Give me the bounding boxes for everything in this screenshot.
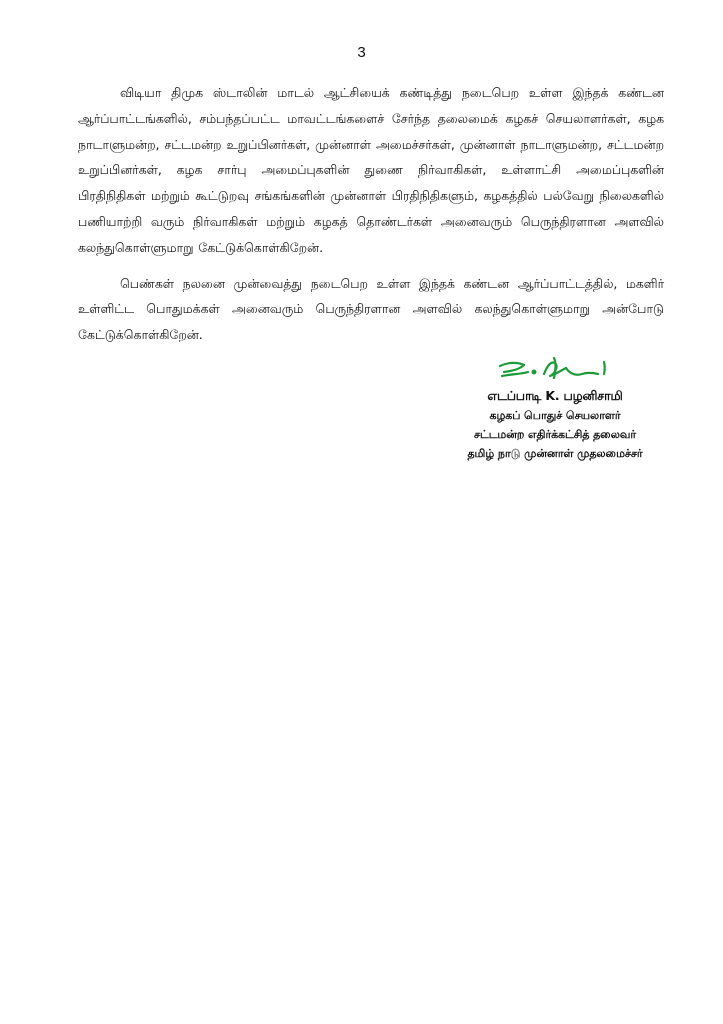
signatory-title-general-secretary: கழகப் பொதுச் செயலாளர் <box>489 409 621 422</box>
handwritten-signature <box>490 352 620 388</box>
signatory-name: எடப்பாடி K. பழனிசாமி <box>487 388 623 403</box>
signatory-title-former-chief-minister: தமிழ் நாடு முன்னாள் முதலமைச்சர் <box>467 447 643 460</box>
signature-block <box>430 352 680 463</box>
signatory-title-opposition-leader: சட்டமன்ற எதிர்க்கட்சித் தலைவர் <box>474 428 636 441</box>
paragraph-protest-call: விடியா திமுக ஸ்டாலின் மாடல் ஆட்சியைக் கண்டித்து நடைபெற உள்ள இந்தக் கண்டன ஆர்ப்பாட்டங்களில், சம்பந்தப்பட்ட மாவட்டங்களைச் சேர்ந்த தலைமைக் கழகச் செயலாளர்கள், கழக நாடாளுமன்ற, சட்டமன்ற உறுப்பினர்கள், முன்னாள் அமைச்சர்கள், முன்னாள் நாடாளுமன்ற, சட்டமன்ற உறுப்பினர்கள், கழக சார்பு அமைப்புகளின் துணை நிர்வாகிகள், உள்ளாட்சி அமைப்புகளின் பிரதிநிதிகள் மற்றும் கூட்டுறவு சங்கங்களின் முன்னாள் பிரதிநிதிகளும், கழகத்தில் பல்வேறு நிலைகளில் பணியாற்றி வரும் நிர்வாகிகள் மற்றும் கழகத் தொண்டர்கள் அனைவரும் பெருந்திரளான அளவில் கலந்துகொள்ளுமாறு கேட்டுக்கொள்கிறேன். <box>78 85 664 255</box>
letter-body <box>78 80 664 358</box>
page-number: 3 <box>357 44 366 61</box>
paragraph-women-welfare: பெண்கள் நலனை முன்வைத்து நடைபெற உள்ள இந்தக் கண்டன ஆர்ப்பாட்டத்தில், மகளிர் உள்ளிட்ட பொதுமக்கள் அனைவரும் பெருந்திரளான அளவில் கலந்துகொள்ளுமாறு அன்போடு கேட்டுக்கொள்கிறேன். <box>78 275 664 343</box>
